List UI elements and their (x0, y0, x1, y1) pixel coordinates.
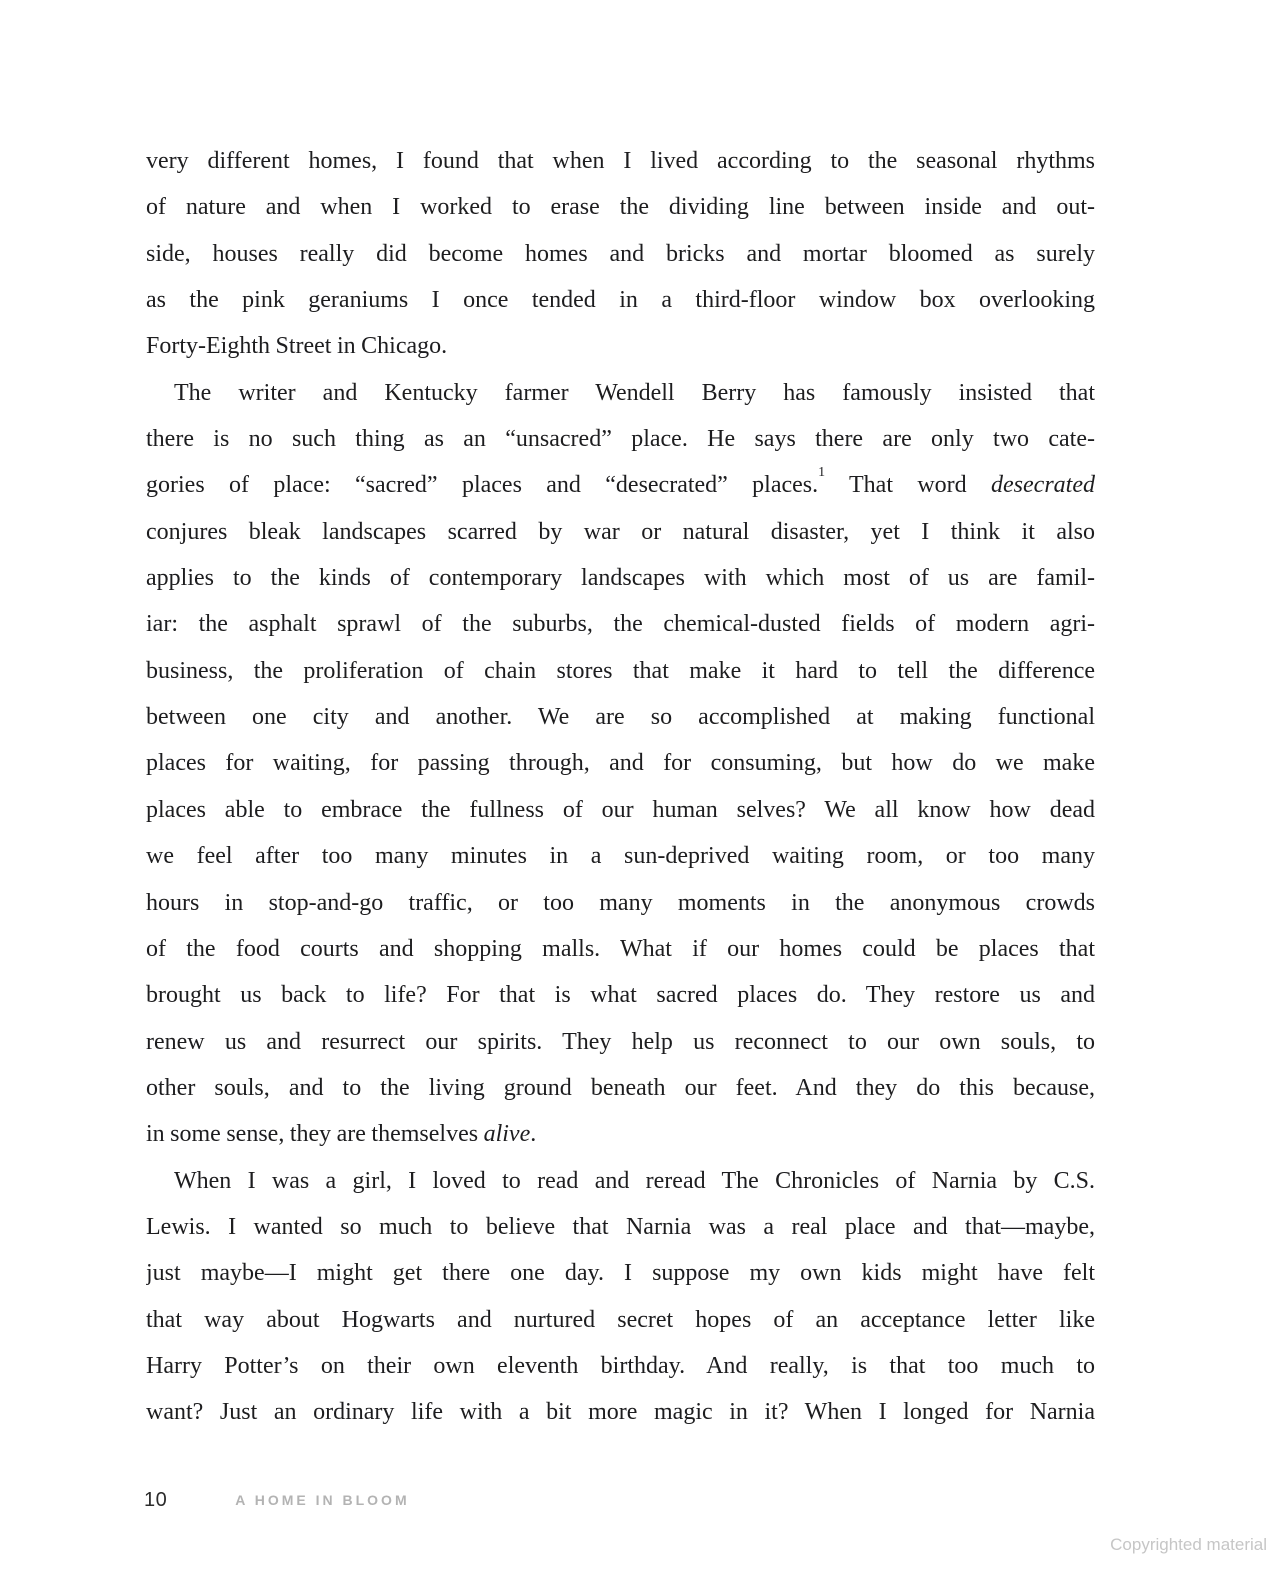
text-line: When I was a girl, I loved to read and reread The Chronicles of Narnia by C.S. (174, 1167, 1095, 1194)
text-line: brought us back to life? For that is what sacred places do. They restore us and (146, 982, 1095, 1009)
text-line: renew us and resurrect our spirits. They help us reconnect to our own souls, to (146, 1028, 1095, 1055)
text-line: Forty-Eighth Street in Chicago. (146, 333, 448, 360)
text-line: Harry Potter’s on their own eleventh birthday. And really, is that too much to (146, 1352, 1095, 1379)
text-line: iar: the asphalt sprawl of the suburbs, the chemical-dusted fields of modern agri- (146, 611, 1095, 638)
text-line: of the food courts and shopping malls. What if our homes could be places that (146, 935, 1095, 962)
text-line: gories of place: “sacred” places and “desecrated” places.$^1$ That word desecrated (146, 464, 1095, 499)
text-line: just maybe—I might get there one day. I suppose my own kids might have felt (146, 1260, 1095, 1287)
page-number: 10 (144, 1489, 168, 1511)
text-line: Lewis. I wanted so much to believe that Narnia was a real place and that—maybe, (146, 1213, 1095, 1240)
text-block (146, 138, 1095, 1436)
text-line: we feel after too many minutes in a sun-deprived waiting room, or too many (146, 843, 1095, 870)
text-line: want? Just an ordinary life with a bit more magic in it? When I longed for Narnia (146, 1399, 1095, 1426)
text-line: places for waiting, for passing through, and for consuming, but how do we make (146, 750, 1095, 777)
text-line: very different homes, I found that when I lived according to the seasonal rhythms (146, 148, 1095, 174)
text-line: there is no such thing as an “unsacred” place. He says there are only two cate- (146, 426, 1095, 453)
text-line: between one city and another. We are so accomplished at making functional (146, 704, 1095, 731)
text-line: places able to embrace the fullness of our human selves? We all know how dead (146, 796, 1095, 823)
text-line: other souls, and to the living ground beneath our feet. And they do this because, (146, 1074, 1095, 1101)
page-footer (144, 1489, 1093, 1512)
text-line: as the pink geraniums I once tended in a third-floor window box overlooking (146, 287, 1095, 314)
text-line: hours in stop-and-go traffic, or too many moments in the anonymous crowds (146, 889, 1095, 916)
copyright-watermark: Copyrighted material (1110, 1535, 1267, 1554)
running-title: A HOME IN BLOOM (235, 1492, 410, 1508)
text-line: in some sense, they are themselves alive. (146, 1121, 537, 1148)
text-line: business, the proliferation of chain stores that make it hard to tell the difference (146, 657, 1095, 684)
text-line: that way about Hogwarts and nurtured secret hopes of an acceptance letter like (146, 1306, 1095, 1333)
text-line: of nature and when I worked to erase the dividing line between inside and out- (146, 194, 1095, 221)
text-line: The writer and Kentucky farmer Wendell Berry has famously insisted that (174, 379, 1095, 406)
text-line: conjures bleak landscapes scarred by war or natural disaster, yet I think it also (146, 518, 1095, 545)
text-line: side, houses really did become homes and bricks and mortar bloomed as surely (146, 240, 1095, 267)
text-line: applies to the kinds of contemporary landscapes with which most of us are famil- (146, 565, 1095, 592)
